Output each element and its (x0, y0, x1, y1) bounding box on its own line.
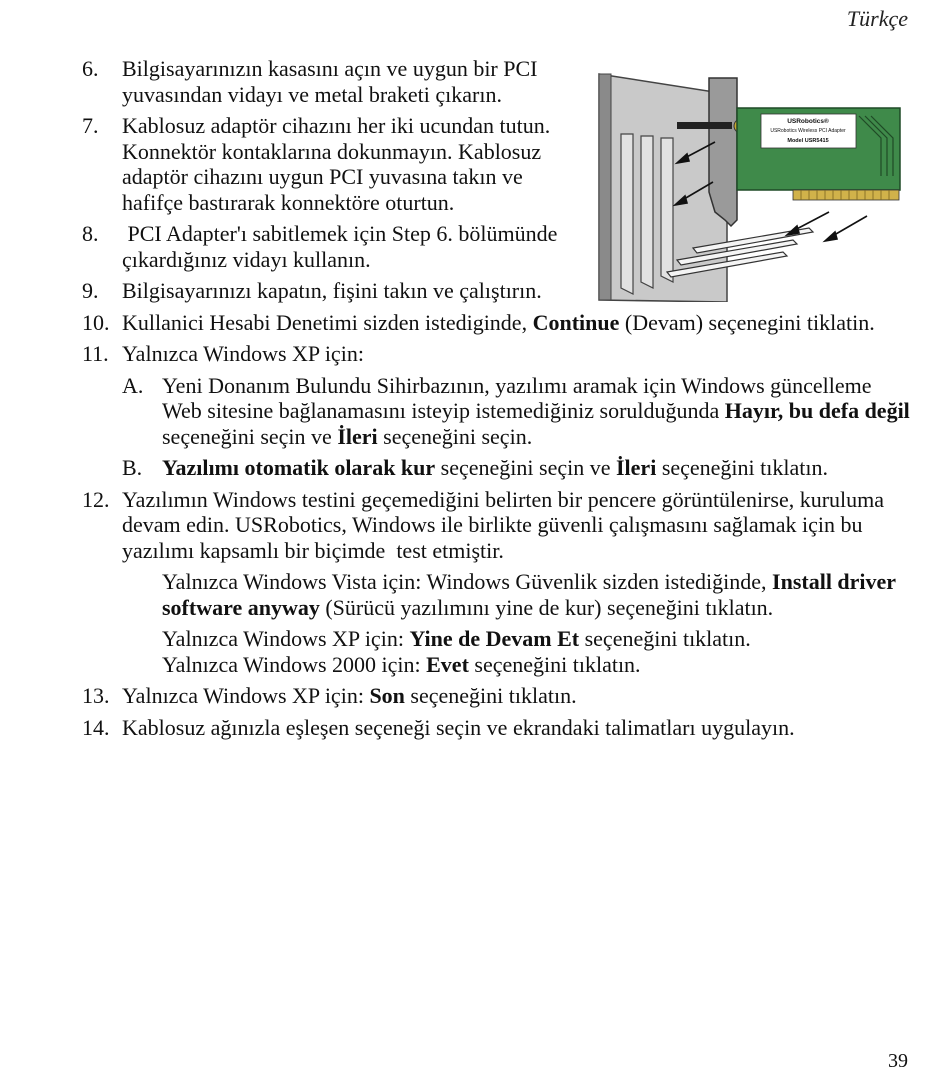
installation-steps (82, 56, 912, 746)
step-12-vista-note: Yalnızca Windows Vista için: Windows Güvenlik sizden istediğinde, Install driver software anyway (Sürücü yazılımını yine de kur) seçeneğini tıklatın. (162, 569, 896, 620)
step-13: 13. Yalnızca Windows XP için: Son seçeneğini tıklatın. (82, 683, 577, 708)
step-10: 10. Kullanici Hesabi Denetimi sizden istediginde, Continue (Devam) seçenegini tiklatin. (82, 309, 875, 335)
step-12-w2000-note: Yalnızca Windows 2000 için: Evet seçeneğini tıklatın. (162, 651, 641, 677)
step-12-xp-note: Yalnızca Windows XP için: Yine de Devam Et seçeneğini tıklatın. (162, 626, 751, 651)
step-11-a: A. Yeni Donanım Bulundu Sihirbazının, yazılımı aramak için Windows güncelleme Web sitesine bağlanamasını isteyip istemediğiniz sorulduğunda Hayır, bu defa değil seçeneğini seçin ve İleri seçeneğini seçin. (122, 372, 910, 449)
step-11-b: B. Yazılımı otomatik olarak kur seçeneğini seçin ve İleri seçeneğini tıklatın. (122, 455, 828, 480)
step-7: 7. Kablosuz adaptör cihazını her iki ucundan tutun. Konnektör kontaklarına dokunmayın. Kablosuz adaptör cihazını uygun PCI yuvasına takın ve hafifçe bastırarak konnektöre oturtun. (82, 113, 551, 215)
step-11: 11. Yalnızca Windows XP için: A. Yeni Donanım Bulundu Sihirbazının, yazılımı aramak için Windows güncelleme Web sitesine bağlanamasını isteyip istemediğiniz sorulduğunda Hayır, bu defa değil seçeneğini seçin ve İleri seçeneğini seçin. B. Yazılımı otomatik olarak kur seçeneğini seçin ve İleri seçeneğini tıklatın. (82, 341, 912, 481)
page-number: 39 (888, 1050, 908, 1072)
svg-text:USRobotics®: USRobotics® (787, 118, 829, 125)
step-9: 9. Bilgisayarınızı kapatın, fişini takın ve çalıştırın. (82, 278, 542, 303)
svg-text:Model USR5415: Model USR5415 (787, 138, 829, 144)
step-12: 12. Yazılımın Windows testini geçemediğini belirten bir pencere görüntülenirse, kuruluma devam edin. USRobotics, Windows ile birlikte güvenli çalışmasını sağlamak için bu yazılımı kapsamlı bir biçimde test etmiştir. Yalnızca Windows Vista için: Windows Güvenlik sizden istediğinde, Install driver software anyway (Sürücü yazılımını yine de kur) seçeneğini tıklatın. Yalnızca Windows XP için: Yine de Devam Et seçeneğini tıklatın. Yalnızca Windows 2000 için: Evet seçeneğini tıklatın. (82, 487, 912, 678)
language-label: Türkçe (846, 6, 908, 31)
step-8: 8. PCI Adapter'ı sabitlemek için Step 6. bölümünde çıkardığınız vidayı kullanın. (82, 221, 563, 272)
step-14: 14. Kablosuz ağınızla eşleşen seçeneği seçin ve ekrandaki talimatları uygulayın. (82, 714, 795, 740)
svg-text:USRobotics Wireless PCI Adapte: USRobotics Wireless PCI Adapter (770, 128, 846, 134)
step-6: 6. Bilgisayarınızın kasasını açın ve uygun bir PCI yuvasından vidayı ve metal braketi çıkarın. (82, 56, 538, 107)
